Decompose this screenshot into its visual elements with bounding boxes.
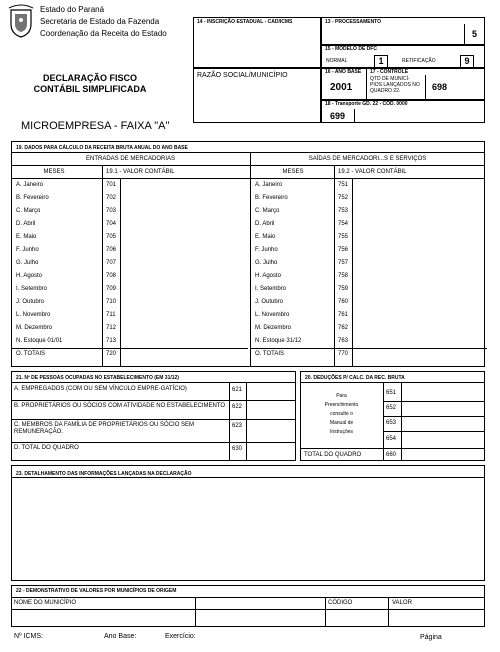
col-valor: VALOR xyxy=(392,600,412,606)
saidas-month-5: F. Junho xyxy=(255,247,278,253)
code-651: 651 xyxy=(386,390,397,396)
saidas-month-4: E. Maio xyxy=(255,234,276,240)
s21-row-code-0: 621 xyxy=(232,387,243,393)
retificacao-label: RETIFICAÇÃO xyxy=(402,58,436,64)
normal-checkbox[interactable]: 1 xyxy=(374,55,388,68)
processamento-box[interactable] xyxy=(321,17,485,45)
col-codigo: CÓDIGO xyxy=(328,600,353,606)
saidas-month-12: N. Estoque 31/12 xyxy=(255,338,302,344)
saidas-code-11: 762 xyxy=(338,325,349,331)
entradas-code-11: 712 xyxy=(106,325,117,331)
entradas-code-0: 701 xyxy=(106,182,117,188)
saidas-code-8: 759 xyxy=(338,286,349,292)
section-20-title: 20. DEDUÇÕES P/ CALC. DA REC. BRUTA xyxy=(305,375,405,381)
entradas-code-10: 711 xyxy=(106,312,116,318)
ano-base-box xyxy=(321,68,485,100)
saidas-code-6: 757 xyxy=(338,260,349,266)
coat-of-arms-icon xyxy=(7,4,35,38)
org-line-1: Estado do Paraná xyxy=(40,5,105,14)
entradas-title: ENTRADAS DE MERCADORIAS xyxy=(85,156,175,162)
org-line-3: Coordenação da Receita do Estado xyxy=(40,29,167,38)
saidas-title: SAÍDAS DE MERCADORI...S E SERVIÇOS xyxy=(308,156,427,162)
entradas-month-9: J. Outubro xyxy=(16,299,45,305)
processamento-value: 5 xyxy=(472,29,478,39)
footer-ano-base: Ano Base: xyxy=(104,633,137,640)
footer-pagina: Página xyxy=(420,634,442,641)
saidas-code-7: 758 xyxy=(338,273,349,279)
saidas-code-1: 752 xyxy=(338,195,349,201)
entradas-code-4: 705 xyxy=(106,234,117,240)
category-label: MICROEMPRESA - FAIXA "A" xyxy=(21,120,170,132)
razao-social-label: RAZÃO SOCIAL/MUNICÍPIO xyxy=(197,72,288,79)
modelo-label: 15 - MODELO DE DFC xyxy=(325,46,377,52)
form-title-2: CONTÁBIL SIMPLIFICADA xyxy=(33,84,147,94)
transporte-value: 699 xyxy=(330,111,346,121)
valor-label-out: 19.2 - VALOR CONTÁBIL xyxy=(338,169,407,175)
saidas-code-10: 761 xyxy=(338,312,349,318)
saidas-month-9: J. Outubro xyxy=(255,299,284,305)
entradas-month-13: O. TOTAIS xyxy=(16,351,46,357)
saidas-code-2: 753 xyxy=(338,208,349,214)
ano-base-label: 16 - ANO BASE xyxy=(325,69,362,75)
qtd-code: 698 xyxy=(432,82,448,92)
processamento-label: 13 - PROCESSAMENTO xyxy=(325,19,382,25)
modelo-box xyxy=(321,45,485,68)
code-654: 654 xyxy=(386,436,397,442)
saidas-month-1: B. Fevereiro xyxy=(255,195,288,201)
saidas-month-0: A. Janeiro xyxy=(255,182,283,188)
s21-row-label-1: B. PROPRIETÁRIOS OU SÓCIOS COM ATIVIDADE NO ESTABELECIMENTO xyxy=(14,403,226,409)
s21-row-code-3: 630 xyxy=(232,446,243,452)
section-20-notes: Para Preenchimento consulte o Manual de Instruções xyxy=(324,393,359,435)
section-21-title: 21. Nº DE PESSOAS OCUPADAS NO ESTABELECIMENTO (EM 31/12) xyxy=(16,375,179,381)
transporte-box xyxy=(321,100,485,123)
footer-exercicio: Exercício: xyxy=(165,633,196,640)
section-20-total-label: TOTAL DO QUADRO xyxy=(304,452,362,458)
entradas-month-11: M. Dezembro xyxy=(16,325,53,331)
entradas-month-5: F. Junho xyxy=(16,247,39,253)
inscricao-label: 14 - INSCRIÇÃO ESTADUAL - CAD/ICMS xyxy=(197,19,293,25)
entradas-month-1: B. Fevereiro xyxy=(16,195,49,201)
entradas-month-12: N. Estoque 01/01 xyxy=(16,338,63,344)
normal-label: NORMAL xyxy=(326,58,348,64)
saidas-month-13: O. TOTAIS xyxy=(255,351,285,357)
qtd-label: QTD DE MUNICÍ- PIOS LANÇADOS NO QUADRO 22. xyxy=(370,76,420,94)
retificacao-checkbox[interactable]: 9 xyxy=(460,55,474,68)
saidas-month-8: I. Setembro xyxy=(255,286,287,292)
code-660: 660 xyxy=(386,452,397,458)
transporte-label: 18 - Transporte GD. 22 - CÓD. 0000 xyxy=(325,101,408,107)
s21-row-label-2: C. MEMBROS DA FAMÍLIA DE PROPRIETÁRIOS OU SÓCIO SEM REMUNERAÇÃO. xyxy=(14,422,195,435)
footer-icms: Nº ICMS: xyxy=(14,633,44,640)
saidas-code-12: 763 xyxy=(338,338,349,344)
entradas-month-7: H. Agosto xyxy=(16,273,43,279)
entradas-code-7: 708 xyxy=(106,273,117,279)
code-653: 653 xyxy=(386,420,397,426)
entradas-month-0: A. Janeiro xyxy=(16,182,44,188)
s21-row-label-3: D. TOTAL DO QUADRO xyxy=(14,445,79,451)
saidas-month-10: L. Novembro xyxy=(255,312,290,318)
entradas-code-8: 709 xyxy=(106,286,117,292)
entradas-code-12: 713 xyxy=(106,338,117,344)
valor-label-in: 19.1 - VALOR CONTÁBIL xyxy=(106,169,175,175)
entradas-code-2: 703 xyxy=(106,208,117,214)
section-19-title: 19. DADOS PARA CÁLCULO DA RECEITA BRUTA ANUAL DO ANO BASE xyxy=(16,145,188,151)
meses-label-out: MESES xyxy=(282,169,304,175)
saidas-month-7: H. Agosto xyxy=(255,273,282,279)
saidas-code-5: 756 xyxy=(338,247,349,253)
saidas-month-11: M. Dezembro xyxy=(255,325,292,331)
entradas-month-6: G. Julho xyxy=(16,260,39,266)
entradas-month-10: L. Novembro xyxy=(16,312,51,318)
section-22 xyxy=(11,585,485,627)
s21-row-code-1: 622 xyxy=(232,404,243,410)
saidas-code-3: 754 xyxy=(338,221,349,227)
entradas-month-2: C. Março xyxy=(16,208,41,214)
saidas-month-3: D. Abril xyxy=(255,221,275,227)
saidas-month-2: C. Março xyxy=(255,208,280,214)
razao-social-box[interactable] xyxy=(193,68,321,123)
entradas-code-5: 706 xyxy=(106,247,117,253)
code-652: 652 xyxy=(386,405,397,411)
section-23[interactable] xyxy=(11,465,485,581)
entradas-code-1: 702 xyxy=(106,195,117,201)
inscricao-box[interactable] xyxy=(193,17,321,68)
section-22-title: 22 - DEMONSTRATIVO DE VALORES POR MUNICÍPIOS DE ORIGEM xyxy=(16,588,177,594)
form-title-1: DECLARAÇÃO FISCO xyxy=(43,73,137,83)
controle-label: 17 - CONTROLE xyxy=(370,69,409,75)
saidas-code-0: 751 xyxy=(338,182,349,188)
entradas-month-8: I. Setembro xyxy=(16,286,48,292)
s21-row-code-2: 623 xyxy=(232,423,243,429)
entradas-code-9: 710 xyxy=(106,299,117,305)
entradas-code-3: 704 xyxy=(106,221,117,227)
entradas-month-4: E. Maio xyxy=(16,234,37,240)
saidas-code-9: 760 xyxy=(338,299,349,305)
s21-row-label-0: A. EMPREGADOS (COM OU SEM VÍNCULO EMPRE-GATÍCIO) xyxy=(14,386,187,392)
meses-label-in: MESES xyxy=(43,169,65,175)
col-nome-municipio: NOME DO MUNICÍPIO xyxy=(14,600,77,606)
section-23-title: 23. DETALHAMENTO DAS INFORMAÇÕES LANÇADAS NA DECLARAÇÃO xyxy=(16,471,192,477)
org-line-2: Secretaria de Estado da Fazenda xyxy=(40,17,160,26)
saidas-code-13: 770 xyxy=(338,351,349,357)
entradas-code-6: 707 xyxy=(106,260,117,266)
saidas-month-6: G. Julho xyxy=(255,260,278,266)
ano-base-value: 2001 xyxy=(330,82,353,93)
entradas-month-3: D. Abril xyxy=(16,221,36,227)
entradas-code-13: 720 xyxy=(106,351,117,357)
saidas-code-4: 755 xyxy=(338,234,349,240)
